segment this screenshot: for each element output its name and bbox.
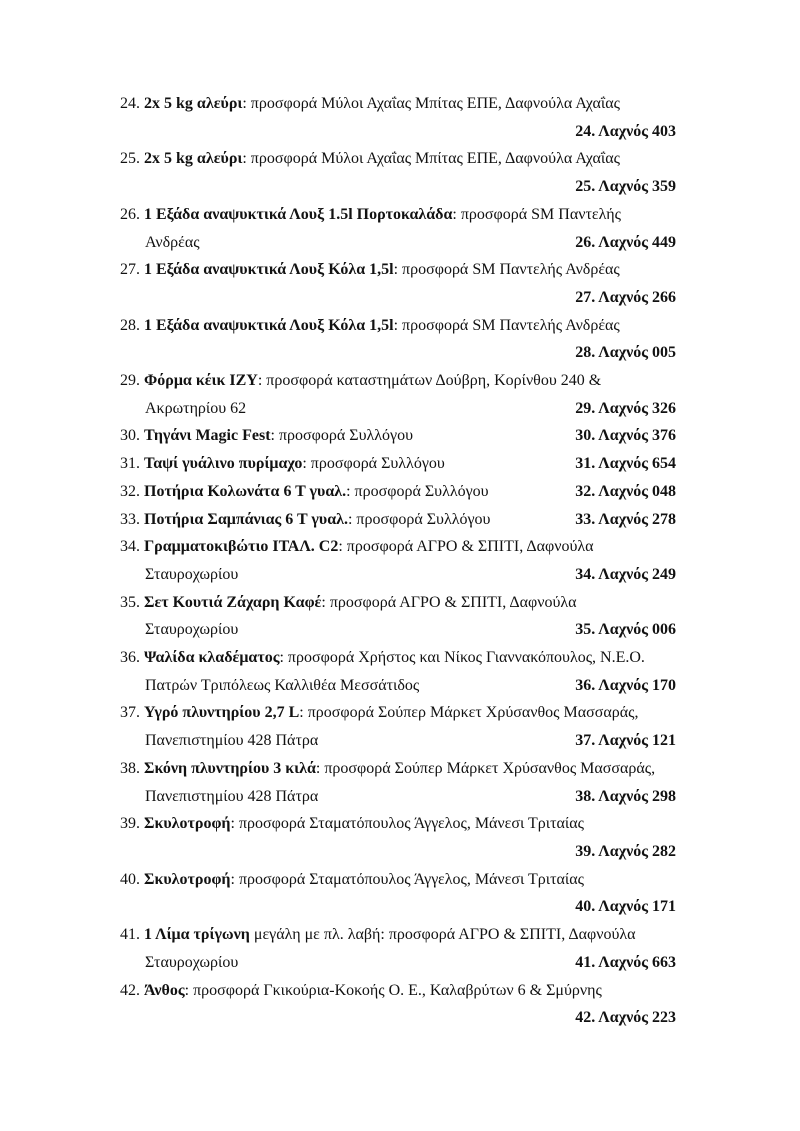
item-text xyxy=(120,533,594,561)
lot-number: 38. Λαχνός 298 xyxy=(575,787,676,805)
item-text xyxy=(120,478,489,506)
list-item xyxy=(120,977,676,1032)
item-text-segment: : προσφορά Γκικούρια-Κοκοής Ο. Ε., Καλαβρύτων 6 & Σμύρνης xyxy=(184,981,602,999)
item-text xyxy=(120,589,577,617)
item-text-segment: 38. xyxy=(120,759,144,777)
item-text-segment: : προσφορά SM Παντελής Ανδρέας xyxy=(393,261,620,279)
prize-name: 2x 5 kg αλεύρι xyxy=(144,95,243,112)
item-text-segment: : προσφορά ΑΓΡΟ & ΣΠΙΤΙ, Δαφνούλα xyxy=(321,593,577,611)
item-text-segment: : προσφορά Συλλόγου xyxy=(347,510,491,528)
item-text-segment: : προσφορά SM Παντελής xyxy=(452,205,621,223)
item-text-segment: 28. xyxy=(120,316,144,334)
prize-name: 1 Λίμα τρίγωνη xyxy=(144,926,250,944)
prize-name: Γραμματοκιβώτιο ΙΤΑΛ. C2 xyxy=(144,538,339,556)
lot-number: 41. Λαχνός 663 xyxy=(575,953,676,971)
list-item xyxy=(120,699,676,754)
list-item xyxy=(120,312,676,367)
item-text-segment: : προσφορά Συλλόγου xyxy=(302,455,445,473)
list-item xyxy=(120,533,676,588)
lot-number: 34. Λαχνός 249 xyxy=(575,565,676,583)
list-item xyxy=(120,866,676,921)
item-text-segment: : προσφορά Μύλοι Αχαΐας Μπίτας ΕΠΕ, Δαφνούλα Αχαΐας xyxy=(242,150,620,168)
prize-name: 2x 5 kg αλεύρι xyxy=(144,150,243,168)
item-text-segment: : προσφορά Σταματόπουλος Άγγελος, Μάνεσι Τριταίας xyxy=(230,815,584,833)
item-text-segment: : προσφορά Σούπερ Μάρκετ Χρύσανθος Μασσαράς, xyxy=(315,759,656,777)
item-text xyxy=(120,422,413,450)
prize-name: 1 Εξάδα αναψυκτικά Λουξ 1.5l Πορτοκαλάδα xyxy=(144,205,453,223)
item-text-segment: Ανδρέας xyxy=(145,233,200,251)
item-line xyxy=(120,478,676,506)
item-text-segment: 24. xyxy=(120,95,144,112)
lot-number: 32. Λαχνός 048 xyxy=(575,482,676,500)
item-text-segment: Πανεπιστημίου 428 Πάτρα xyxy=(145,732,319,750)
item-text-segment: 35. xyxy=(120,593,144,611)
item-text xyxy=(120,201,621,229)
item-line xyxy=(120,810,676,838)
item-text-segment: 39. xyxy=(120,815,144,833)
lot-number: 29. Λαχνός 326 xyxy=(575,399,676,417)
item-text-segment: Ακρωτηρίου 62 xyxy=(145,399,247,417)
lot-number-line xyxy=(120,284,676,312)
list-item xyxy=(120,810,676,865)
lot-number: 27. Λαχνός 266 xyxy=(575,288,676,306)
item-text-segment: 42. xyxy=(120,981,144,999)
prize-name: Ποτήρια Σαμπάνιας 6 Τ γυαλ. xyxy=(144,510,348,528)
item-text-segment: 32. xyxy=(120,482,144,500)
item-text-segment: μεγάλη με πλ. λαβή: προσφορά ΑΓΡΟ & ΣΠΙΤΙ, Δαφνούλα xyxy=(249,926,636,944)
item-text-segment: Σταυροχωρίου xyxy=(145,565,239,583)
list-item xyxy=(120,644,676,699)
item-text-segment: 36. xyxy=(120,649,144,667)
item-text xyxy=(120,367,601,395)
lot-number: 35. Λαχνός 006 xyxy=(575,621,676,639)
item-text-segment: : προσφορά ΑΓΡΟ & ΣΠΙΤΙ, Δαφνούλα xyxy=(338,538,594,556)
item-line xyxy=(120,561,676,589)
list-item xyxy=(120,422,676,450)
item-text-segment: 26. xyxy=(120,205,144,223)
prize-name: Σκυλοτροφή xyxy=(144,870,231,888)
item-text-segment: 33. xyxy=(120,510,144,528)
list-item xyxy=(120,367,676,422)
lot-number: 31. Λαχνός 654 xyxy=(575,455,676,473)
item-text-segment: : προσφορά Σούπερ Μάρκετ Χρύσανθος Μασσαράς, xyxy=(299,704,639,722)
prize-list xyxy=(120,90,676,1032)
item-line xyxy=(120,616,676,644)
item-line xyxy=(120,506,676,534)
list-item xyxy=(120,506,676,534)
lot-number: 40. Λαχνός 171 xyxy=(575,898,676,916)
list-item xyxy=(120,921,676,976)
list-item xyxy=(120,145,676,200)
list-item xyxy=(120,256,676,311)
item-line xyxy=(120,672,676,700)
item-text-segment: Πατρών Τριπόλεως Καλλιθέα Μεσσάτιδος xyxy=(145,676,420,694)
item-text xyxy=(120,256,620,284)
lot-number-line xyxy=(120,118,676,146)
item-text xyxy=(120,229,200,257)
lot-number-line xyxy=(120,173,676,201)
item-text xyxy=(120,727,318,755)
item-text xyxy=(120,90,620,118)
item-text-segment: : προσφορά Χρήστος και Νίκος Γιαννακόπουλος, Ν.Ε.Ο. xyxy=(279,649,645,667)
item-text-segment: : προσφορά Σταματόπουλος Άγγελος, Μάνεσι Τριταίας xyxy=(230,870,584,888)
item-line xyxy=(120,422,676,450)
item-text xyxy=(120,977,602,1005)
item-text xyxy=(120,783,318,811)
lot-number: 42. Λαχνός 223 xyxy=(575,1009,676,1027)
item-line xyxy=(120,533,676,561)
item-text-segment: Σταυροχωρίου xyxy=(145,621,239,639)
item-text xyxy=(120,644,645,672)
item-line xyxy=(120,727,676,755)
item-line xyxy=(120,367,676,395)
item-line xyxy=(120,90,676,118)
item-text-segment: 31. xyxy=(120,455,144,473)
item-text-segment: 41. xyxy=(120,926,144,944)
prize-name: 1 Εξάδα αναψυκτικά Λουξ Κόλα 1,5l xyxy=(144,261,394,279)
item-text xyxy=(120,145,620,173)
lot-number-line xyxy=(120,893,676,921)
prize-name: Άνθος xyxy=(144,981,185,999)
item-text xyxy=(120,395,246,423)
item-line xyxy=(120,395,676,423)
item-line xyxy=(120,755,676,783)
item-text xyxy=(120,312,620,340)
item-text xyxy=(120,699,638,727)
item-text-segment: 37. xyxy=(120,704,144,722)
list-item xyxy=(120,201,676,256)
prize-name: Υγρό πλυντηρίου 2,7 L xyxy=(144,704,300,722)
item-text xyxy=(120,810,584,838)
list-item xyxy=(120,90,676,145)
prize-name: Σκόνη πλυντηρίου 3 κιλά xyxy=(144,759,316,777)
lot-number: 36. Λαχνός 170 xyxy=(575,676,676,694)
lot-number-line xyxy=(120,339,676,367)
lot-number: 33. Λαχνός 278 xyxy=(575,510,676,528)
lot-number: 26. Λαχνός 449 xyxy=(575,233,676,251)
item-line xyxy=(120,145,676,173)
item-text xyxy=(120,450,445,478)
item-line xyxy=(120,256,676,284)
list-item xyxy=(120,755,676,810)
item-text-segment: : προσφορά Μύλοι Αχαΐας Μπίτας ΕΠΕ, Δαφνούλα Αχαΐας xyxy=(242,95,620,112)
item-line xyxy=(120,699,676,727)
item-text-segment: 40. xyxy=(120,870,144,888)
item-text-segment: : προσφορά Συλλόγου xyxy=(270,427,414,445)
prize-name: Ψαλίδα κλαδέματος xyxy=(144,649,280,667)
item-text-segment: : προσφορά καταστημάτων Δούβρη, Κορίνθου 240 & xyxy=(257,372,602,390)
item-line xyxy=(120,201,676,229)
list-item xyxy=(120,589,676,644)
lot-number: 30. Λαχνός 376 xyxy=(575,427,676,445)
list-item xyxy=(120,450,676,478)
item-text xyxy=(120,921,636,949)
list-item xyxy=(120,478,676,506)
item-text xyxy=(120,616,238,644)
prize-name: Φόρμα κέικ IZY xyxy=(144,372,258,390)
item-line xyxy=(120,312,676,340)
lot-number-line xyxy=(120,838,676,866)
item-line xyxy=(120,921,676,949)
item-text-segment: : προσφορά SM Παντελής Ανδρέας xyxy=(393,316,620,334)
item-text-segment: 25. xyxy=(120,150,144,168)
lot-number-line xyxy=(120,1004,676,1032)
item-text-segment: Σταυροχωρίου xyxy=(145,953,239,971)
item-text-segment: 30. xyxy=(120,427,144,445)
prize-name: 1 Εξάδα αναψυκτικά Λουξ Κόλα 1,5l xyxy=(144,316,394,334)
item-text-segment: 27. xyxy=(120,261,144,279)
item-text-segment: 29. xyxy=(120,372,144,390)
lot-number: 25. Λαχνός 359 xyxy=(575,178,676,196)
item-line xyxy=(120,949,676,977)
item-line xyxy=(120,644,676,672)
item-text xyxy=(120,561,238,589)
item-text xyxy=(120,866,584,894)
item-line xyxy=(120,977,676,1005)
item-text xyxy=(120,755,655,783)
lot-number: 24. Λαχνός 403 xyxy=(575,122,676,140)
lot-number: 28. Λαχνός 005 xyxy=(575,344,676,362)
lot-number: 37. Λαχνός 121 xyxy=(575,732,676,750)
item-text-segment: 34. xyxy=(120,538,144,556)
item-line xyxy=(120,783,676,811)
item-text xyxy=(120,949,238,977)
item-text xyxy=(120,672,419,700)
prize-name: Ταψί γυάλινο πυρίμαχο xyxy=(144,455,303,473)
lot-number: 39. Λαχνός 282 xyxy=(575,842,676,860)
item-text xyxy=(120,506,490,534)
item-line xyxy=(120,589,676,617)
item-line xyxy=(120,450,676,478)
prize-name: Σετ Κουτιά Ζάχαρη Καφέ xyxy=(144,593,322,611)
prize-name: Σκυλοτροφή xyxy=(144,815,231,833)
item-line xyxy=(120,866,676,894)
prize-name: Ποτήρια Κολωνάτα 6 Τ γυαλ. xyxy=(144,482,347,500)
item-text-segment: Πανεπιστημίου 428 Πάτρα xyxy=(145,787,319,805)
item-text-segment: : προσφορά Συλλόγου xyxy=(346,482,489,500)
prize-name: Τηγάνι Magic Fest xyxy=(144,427,271,445)
item-line xyxy=(120,229,676,257)
